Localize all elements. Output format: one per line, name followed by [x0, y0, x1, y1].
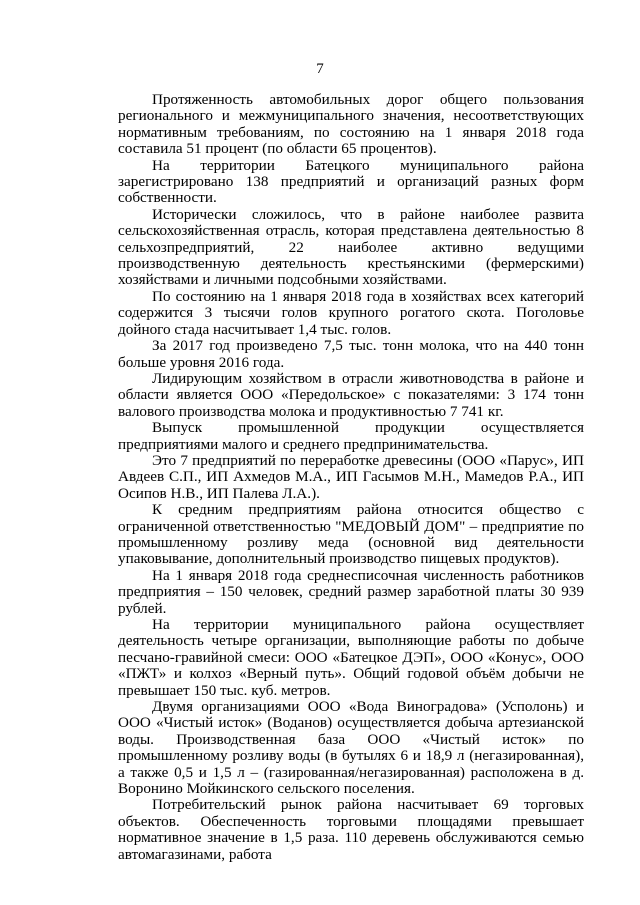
- paragraph-enterprises-count: На территории Батецкого муниципального района зарегистрировано 138 предприятий и организаций разных форм собственности.: [118, 156, 584, 207]
- paragraph-artesian-water: Двумя организациями ООО «Вода Виноградова» (Усполонь) и ООО «Чистый исток» (Воданов) осуществляется добыча артезианской воды. Производственная база ООО «Чистый исток» по промышленному розливу воды (в бутылях 6 и 18,9 л (негазированная), а также 0,5 и 1,5 л – (газированная/негазированная) расположена в д. Воронино Мойкинского сельского поселения.: [118, 698, 584, 798]
- paragraph-woodworking: Это 7 предприятий по переработке древесины (ООО «Парус», ИП Авдеев С.П., ИП Ахмедов М.А., ИП Гасымов М.Н., Мамедов Р.А., ИП Осипов Н.В., ИП Палева Л.А.).: [118, 451, 584, 502]
- paragraph-road-network: Протяженность автомобильных дорог общего пользования регионального и межмуниципального значения, несоответствующих нормативным требованиям, по состоянию на 1 января 2018 года составила 51 процент (по области 65 процентов).: [118, 91, 584, 158]
- document-body: [118, 92, 584, 863]
- page-number: 7: [316, 61, 324, 77]
- paragraph-cattle: По состоянию на 1 января 2018 года в хозяйствах всех категорий содержится 3 тысячи голов крупного рогатого скота. Поголовье дойного стада насчитывает 1,4 тыс. голов.: [118, 287, 584, 338]
- paragraph-consumer-market: Потребительский рынок района насчитывает 69 торговых объектов. Обеспеченность торговыми площадями превышает нормативное значение в 1,5 раза. 110 деревень обслуживаются семью автомагазинами, работа: [118, 796, 584, 863]
- paragraph-agriculture: Исторически сложилось, что в районе наиболее развита сельскохозяйственная отрасль, которая представлена деятельностью 8 сельхозпредприятий, 22 наиболее активно ведущими производственную деятельность крестьянскими (фермерскими) хозяйствами и личными подсобными хозяйствами.: [118, 205, 584, 289]
- paragraph-honey-house: К средним предприятиям района относится общество с ограниченной ответственностью "МЕДОВЫЙ ДОМ" – предприятие по промышленному розливу меда (основной вид деятельности упаковывание, дополнительный производство пищевых продуктов).: [118, 501, 584, 568]
- paragraph-gravel-mining: На территории муниципального района осуществляет деятельность четыре организации, выполняющие работы по добыче песчано-гравийной смеси: ООО «Батецкое ДЭП», ООО «Конус», ООО «ПЖТ» и колхоз «Верный путь». Общий годовой объём добычи не превышает 150 тыс. куб. метров.: [118, 616, 584, 699]
- paragraph-industrial-output: Выпуск промышленной продукции осуществляется предприятиями малого и среднего предпринимательства.: [118, 419, 584, 453]
- paragraph-leading-farm: Лидирующим хозяйством в отрасли животноводства в районе и области является ООО «Передольское» с показателями: 3 174 тонн валового производства молока и продуктивностью 7 741 кг.: [118, 369, 584, 420]
- paragraph-milk-production: За 2017 год произведено 7,5 тыс. тонн молока, что на 440 тонн больше уровня 2016 года.: [118, 337, 584, 371]
- paragraph-employees: На 1 января 2018 года среднесписочная численность работников предприятия – 150 человек, средний размер заработной платы 30 939 рублей.: [118, 566, 584, 617]
